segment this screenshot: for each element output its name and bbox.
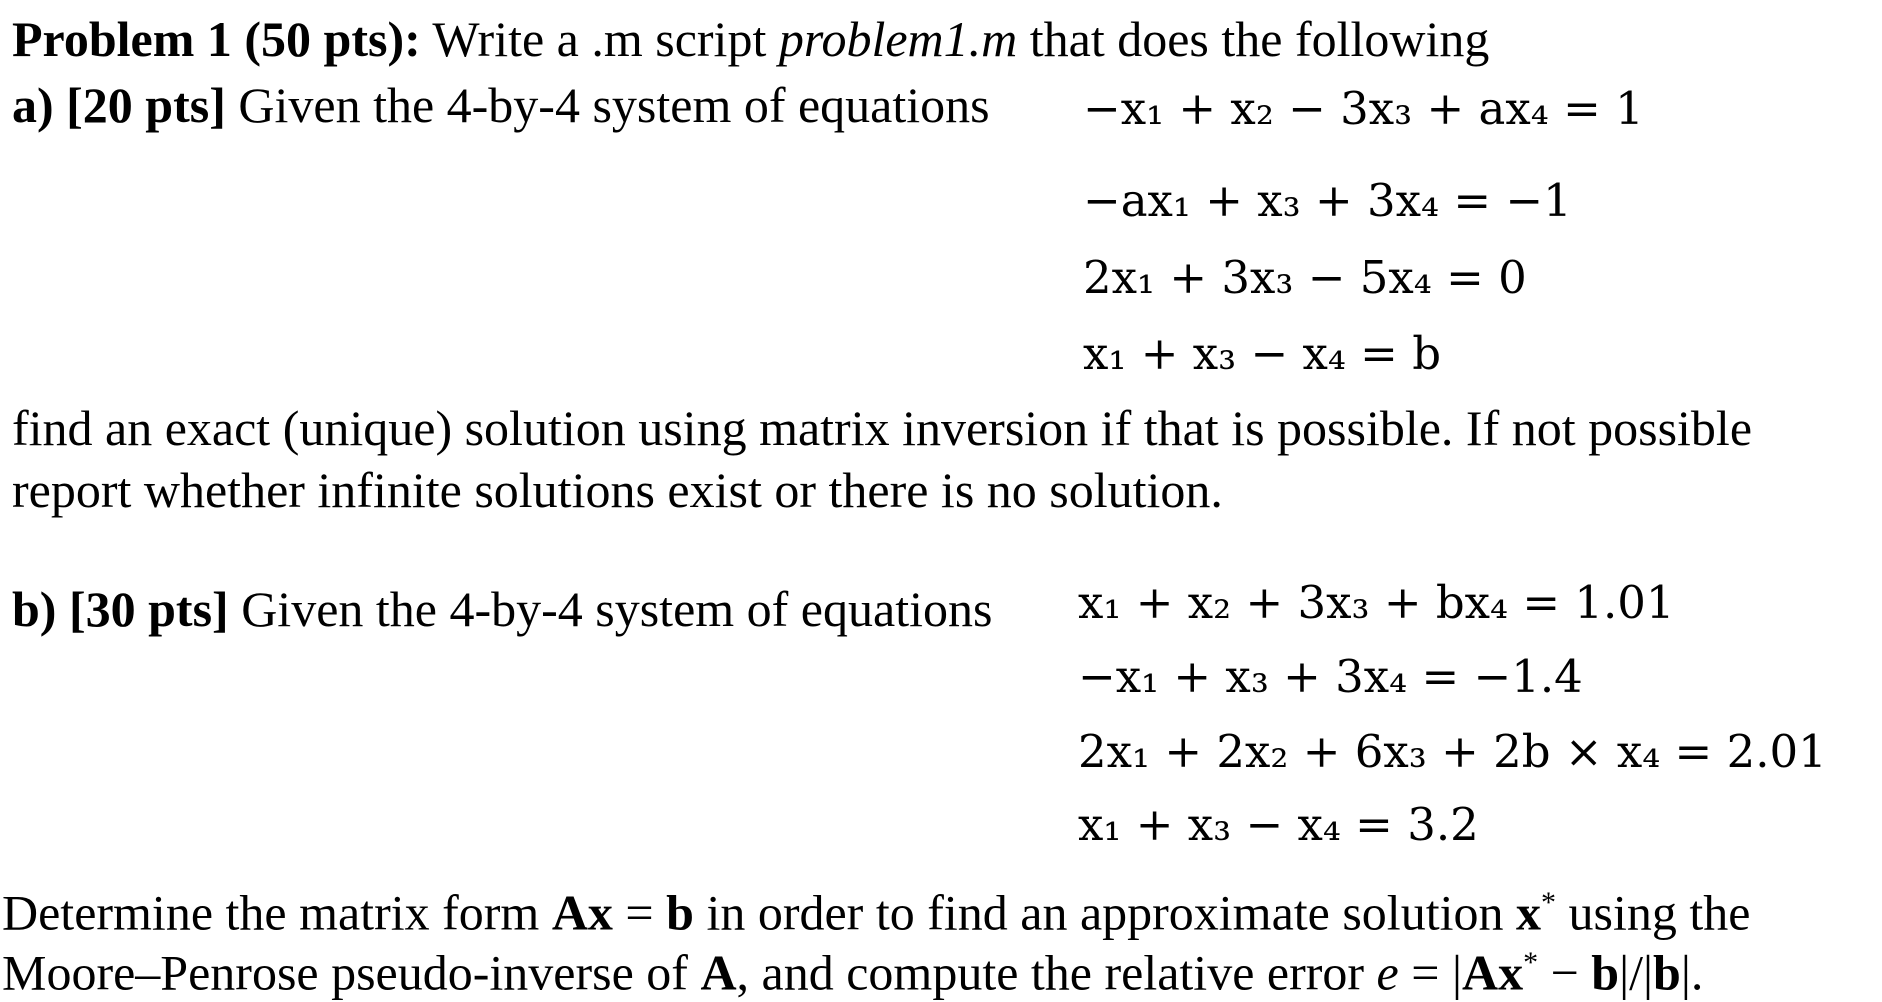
problem-heading-line [12,10,1489,68]
matrix-Ax: Ax [551,884,613,941]
part-b-label: b) [30 pts] [12,581,229,637]
part-b-equation-2: −x₁ + x₃ + 3x₄ = −1.4 [1078,650,1583,703]
part-a-equation-2: −ax₁ + x₃ + 3x₄ = −1 [1083,174,1572,227]
part-b-text-2c: = | [1398,944,1462,1001]
part-b-equation-1: x₁ + x₂ + 3x₃ + bx₄ = 1.01 [1078,576,1675,629]
matrix-A: A [700,944,737,1001]
star-superscript: * [1540,886,1556,919]
part-b-text-1c: in order to find an approximate solution [693,884,1516,941]
vector-b-3: b [1653,944,1681,1001]
matrix-Ax-star: Ax [1461,944,1524,1001]
equals-sign: = [612,884,667,941]
vector-b-2: b [1591,944,1620,1001]
part-b-instruction-1 [2,874,1750,942]
part-b-text-1d: using the [1555,884,1751,941]
part-a-instruction-1: find an exact (unique) solution using matrix inversion if that is possible. If not possible [12,400,1753,456]
minus-sign: − [1538,944,1592,1001]
part-b-intro: Given the 4-by-4 system of equations [228,581,993,637]
problem-intro: Write a .m script [420,11,779,67]
vector-x: x [1515,884,1541,941]
part-a-equation-3: 2x₁ + 3x₃ − 5x₄ = 0 [1083,251,1527,304]
part-b-text-2b: , and compute the relative error [736,944,1377,1001]
part-a-label: a) [20 pts] [12,77,226,133]
problem-heading: Problem 1 (50 pts): [12,11,421,67]
part-b-equation-3: 2x₁ + 2x₂ + 6x₃ + 2b × x₄ = 2.01 [1078,725,1827,778]
part-b-text-2end: |. [1680,944,1704,1001]
part-b-text-1a: Determine the matrix form [2,884,552,941]
script-name: problem1.m [778,11,1018,67]
part-b-text-2a: Moore–Penrose pseudo-inverse of [2,944,701,1001]
star-superscript-2: * [1523,946,1539,979]
part-a-intro: Given the 4-by-4 system of equations [225,77,990,133]
vector-b: b [666,884,694,941]
part-b-intro-line [12,580,992,638]
part-a-instruction-2: report whether infinite solutions exist or there is no solution. [12,462,1223,518]
part-a-equation-4: x₁ + x₃ − x₄ = b [1083,327,1442,380]
problem-intro-tail: that does the following [1017,11,1490,67]
part-b-text-2d: |/| [1619,944,1654,1001]
error-symbol: e [1376,944,1399,1001]
part-b-equation-4: x₁ + x₃ − x₄ = 3.2 [1078,798,1479,851]
part-a-intro-line [12,76,990,134]
part-a-equation-1: −x₁ + x₂ − 3x₃ + ax₄ = 1 [1083,82,1644,135]
part-b-instruction-2 [2,934,1703,1002]
